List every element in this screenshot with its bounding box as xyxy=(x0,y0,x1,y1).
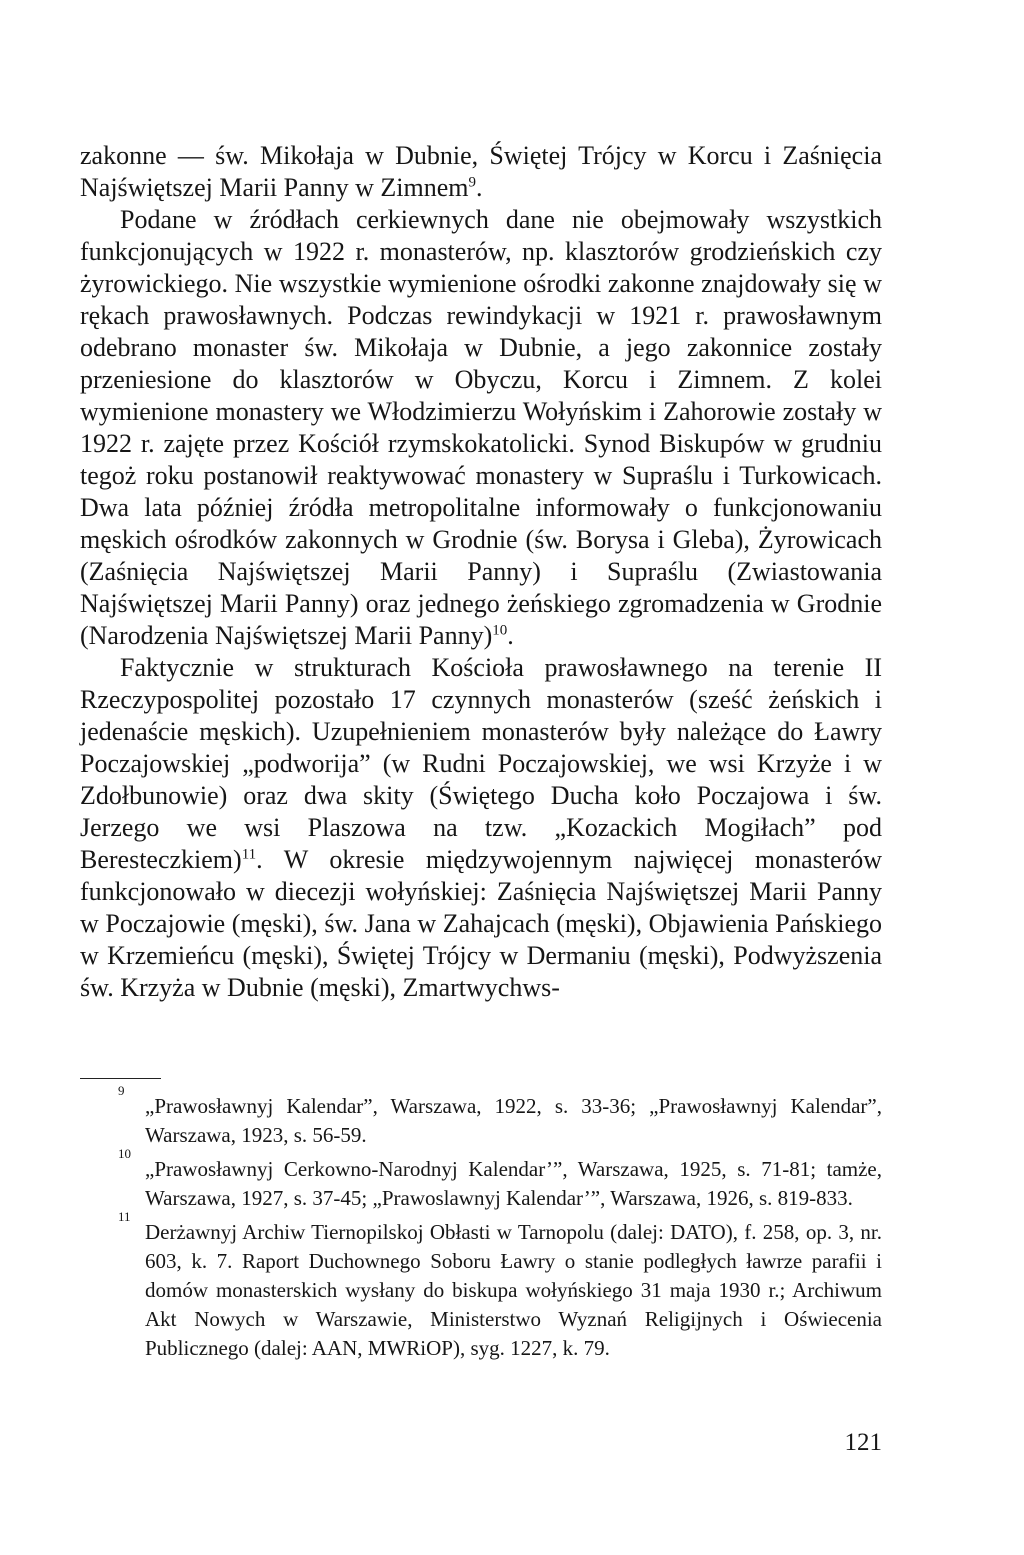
footnote-ref-10[interactable]: 10 xyxy=(492,622,508,639)
footnote-number: 9 xyxy=(118,1083,125,1098)
page-number: 121 xyxy=(844,1429,882,1456)
page-body xyxy=(80,140,882,1004)
paragraph-3 xyxy=(80,652,882,1004)
footnote-number: 11 xyxy=(118,1209,131,1224)
footnote-number: 10 xyxy=(118,1146,131,1161)
footnote-text: „Prawosławnyj Kalendar”, Warszawa, 1922, s. 33-36; „Prawosławnyj Kalendar”, Warszawa, 1923, s. 56-59. xyxy=(145,1094,882,1147)
footnote-9 xyxy=(80,1083,882,1150)
footnote-ref-11[interactable]: 11 xyxy=(241,846,257,863)
paragraph-1 xyxy=(80,140,882,204)
footnote-text: Derżawnyj Archiw Tiernopilskoj Obłasti w Tarnopolu (dalej: DATO), f. 258, op. 3, nr. 603, k. 7. Raport Duchownego Soboru Ławry o stanie podległych ławrze parafii i domów monasterskich wysłany do biskupa wołyńskiego 31 maja 1930 r.; Archiwum Akt Nowych w Warszawie, Ministerstwo Wyznań Religijnych i Oświecenia Publicznego (dalej: AAN, MWRiOP), syg. 1227, k. 79. xyxy=(145,1220,882,1360)
footnote-ref-9[interactable]: 9 xyxy=(468,174,476,191)
main-text xyxy=(80,140,882,1004)
paragraph-2-text: Podane w źródłach cerkiewnych dane nie obejmowały wszystkich funkcjonujących w 1922 r. monasterów, np. klasztorów grodzieńskich czy żyrowickiego. Nie wszystkie wymienione ośrodki zakonne znajdowały się w rękach prawosławnych. Podczas rewindykacji w 1921 r. prawosławnym odebrano monaster św. Mikołaja w Dubnie, a jego zakonnice zostały przeniesione do klasztorów w Obyczu, Korcu i Zimnem. Z kolei wymienione monastery we Włodzimierzu Wołyńskim i Zahorowie zostały w 1922 r. zajęte przez Kościół rzymskokatolicki. Synod Biskupów w grudniu tegoż roku postanowił reaktywować monastery w Supraślu i Turkowicach. Dwa lata później źródła metropolitalne informowały o funkcjonowaniu męskich ośrodków zakonnych w Grodnie (św. Borysa i Gleba), Żyrowicach (Zaśnięcia Najświętszej Marii Panny) i Supraślu (Zwiastowania Najświętszej Marii Panny) oraz jednego żeńskiego zgromadzenia w Grodnie (Narodzenia Najświętszej Marii Panny) xyxy=(80,205,882,650)
footnote-11 xyxy=(80,1209,882,1363)
paragraph-2 xyxy=(80,204,882,652)
footnote-10 xyxy=(80,1146,882,1213)
paragraph-3-text-b: . W okresie międzywojennym najwięcej monasterów funkcjonowało w diecezji wołyńskiej: Zaśnięcia Najświętszej Marii Panny w Poczajowie (męski), św. Jana w Zahajcach (męski), Objawienia Pańskiego w Krzemieńcu (męski), Świętej Trójcy w Dermaniu (męski), Podwyższenia św. Krzyża w Dubnie (męski), Zmartwychws- xyxy=(80,845,882,1002)
footnote-separator xyxy=(80,1078,161,1079)
paragraph-2-tail: . xyxy=(507,621,514,650)
paragraph-1-text: zakonne — św. Mikołaja w Dubnie, Świętej Trójcy w Korcu i Zaśnięcia Najświętszej Marii Panny w Zimnem xyxy=(80,141,882,202)
paragraph-1-tail: . xyxy=(475,173,483,202)
footnote-text: „Prawosławnyj Cerkowno-Narodnyj Kalendar’”, Warszawa, 1925, s. 71-81; tamże, Warszawa, 1927, s. 37-45; „Prawoslawnyj Kalendar’”, Warszawa, 1926, s. 819-833. xyxy=(145,1157,882,1210)
paragraph-3-text-a: Faktycznie w strukturach Kościoła prawosławnego na terenie II Rzeczypospolitej pozostało 17 czynnych monasterów (sześć żeńskich i jedenaście męskich). Uzupełnieniem monasterów były należące do Ławry Poczajowskiej „podworija” (w Rudni Poczajowskiej, we wsi Krzyże i w Zdołbunowie) oraz dwa skity (Świętego Ducha koło Poczajowa i św. Jerzego we wsi Plaszowa na tzw. „Kozackich Mogiłach” pod Beresteczkiem) xyxy=(80,653,882,874)
footnotes xyxy=(80,1083,882,1368)
